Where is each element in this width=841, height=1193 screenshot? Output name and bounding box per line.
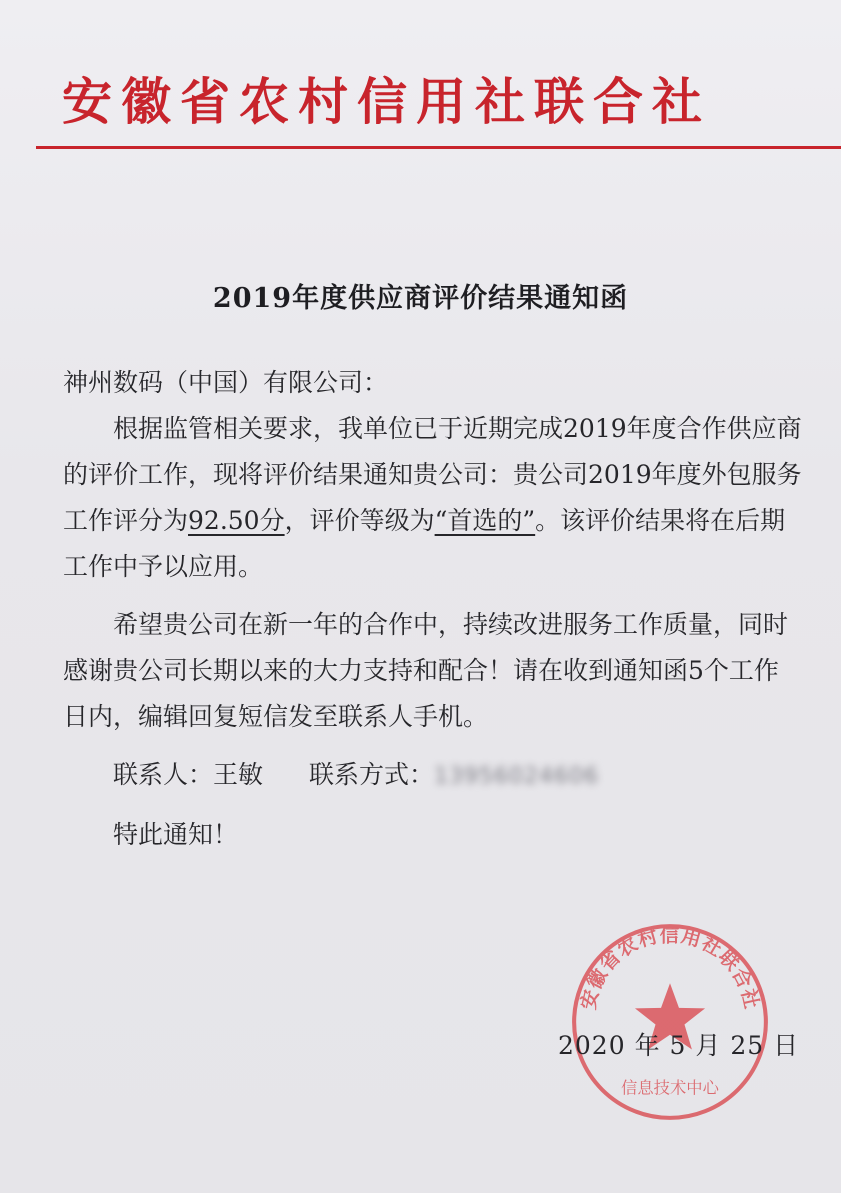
seal-arc-text: 安徽省农村信用社联合社 <box>576 923 764 1012</box>
closing-remark: 特此通知！ <box>113 820 239 849</box>
letter-body <box>63 360 803 858</box>
evaluation-score: 92.50分 <box>188 506 285 535</box>
official-seal <box>568 920 772 1124</box>
paragraph-evaluation-part2: ，评价等级为 <box>284 506 435 535</box>
addressee: 神州数码（中国）有限公司： <box>63 368 389 397</box>
document-title: 2019年度供应商评价结果通知函 <box>212 283 629 314</box>
letterhead-title: 安徽省农村信用社联合社 <box>62 73 711 131</box>
paragraph-evaluation-result <box>63 406 803 590</box>
paragraph-request-reply: 希望贵公司在新一年的合作中，持续改进服务工作质量，同时感谢贵公司长期以来的大力支持和配合！请在收到通知函5个工作日内，编辑回复短信发至联系人手机。 <box>63 610 789 731</box>
paragraph-evaluation-part3: 。该评价结果将在后期工作中予以应用。 <box>63 506 786 581</box>
contact-person-label: 联系人： <box>113 760 214 789</box>
paragraph-evaluation-part1: 根据监管相关要求，我单位已于近期完成2019年度合作供应商的评价工作，现将评价结果通知贵公司：贵公司2019年度外包服务工作评分为 <box>63 414 802 535</box>
contact-line <box>63 752 803 800</box>
letter-date: 2020 年 5 月 25 日 <box>558 1031 800 1060</box>
letterhead-red-rule <box>36 146 841 149</box>
evaluation-grade: “首选的” <box>434 506 536 535</box>
contact-phone-blurred: 13956024606 <box>434 764 600 789</box>
seal-department-text: 信息技术中心 <box>621 1078 719 1098</box>
contact-person-name: 王敏 <box>213 760 264 789</box>
contact-method-label: 联系方式： <box>309 760 435 789</box>
